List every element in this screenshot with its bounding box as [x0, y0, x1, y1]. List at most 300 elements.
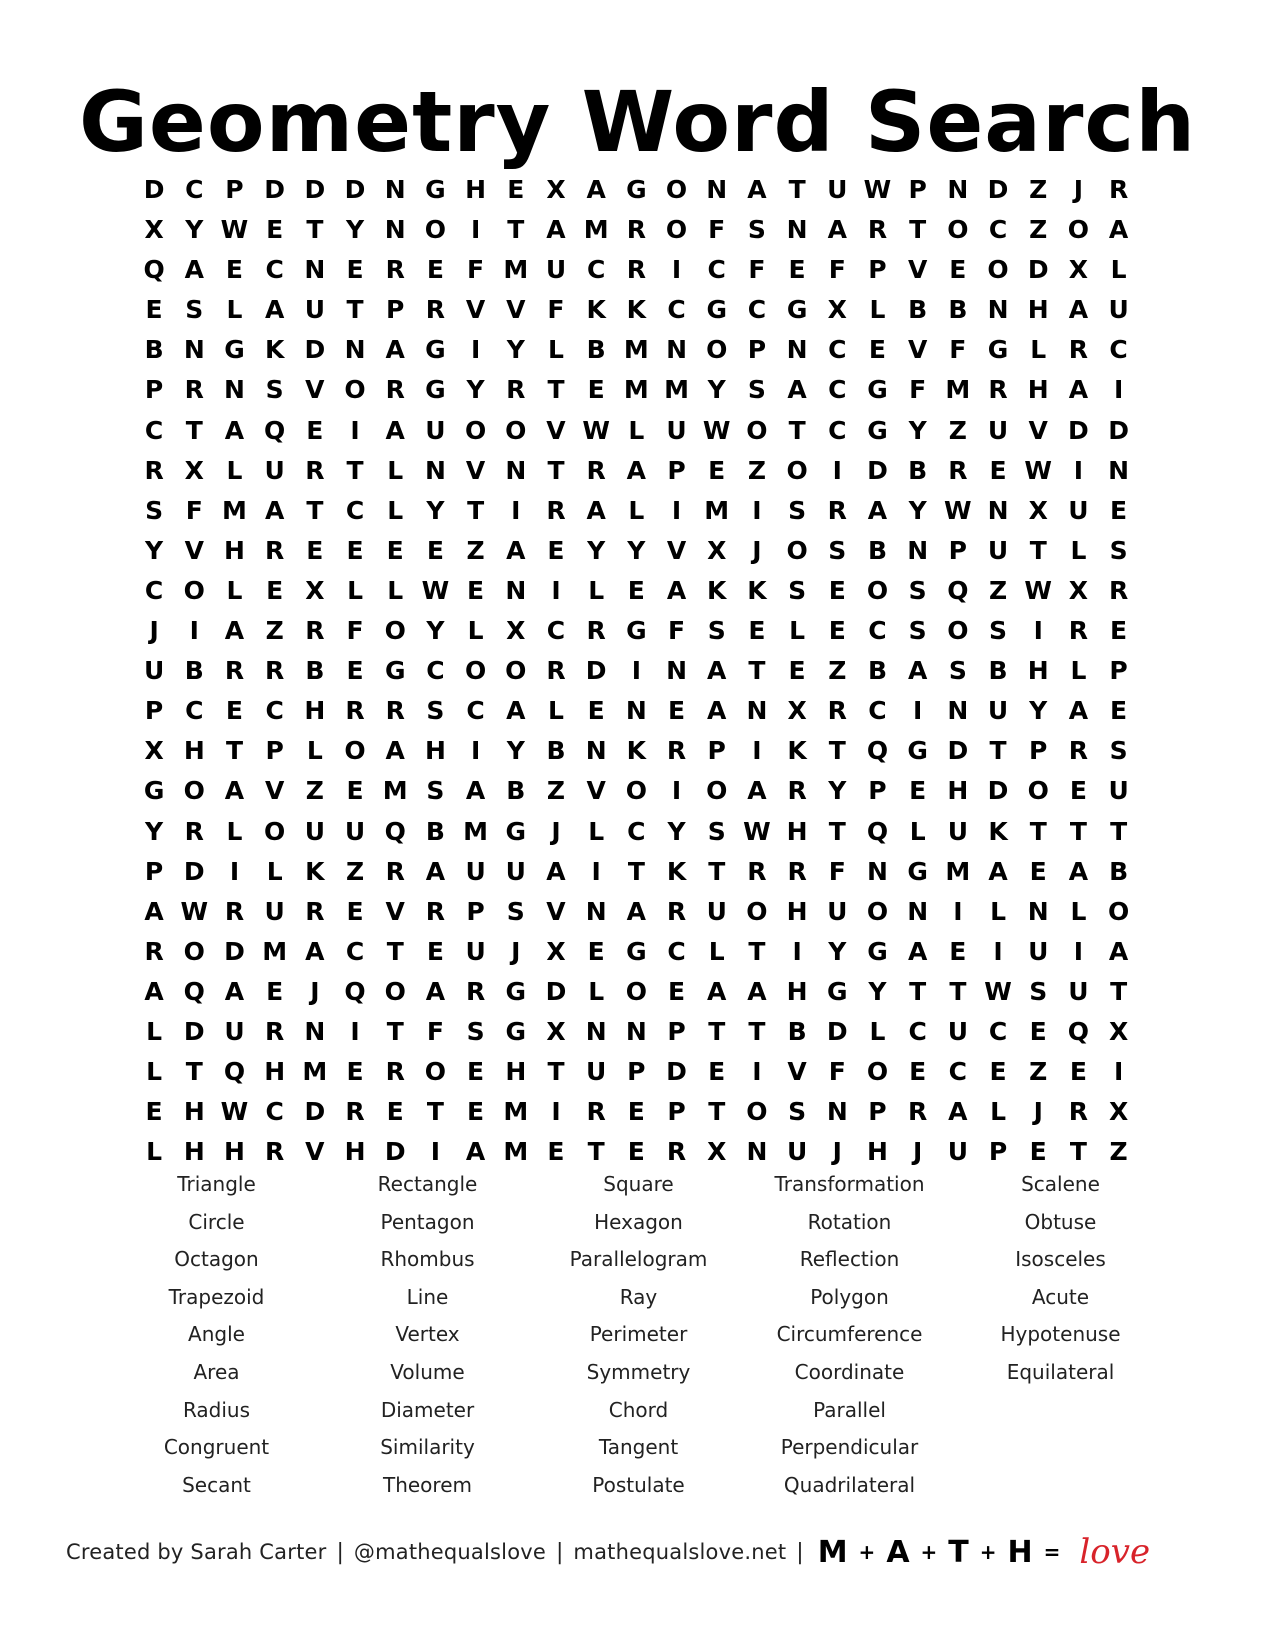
grid-letter: L	[226, 816, 243, 846]
brand-love-script: love	[1079, 1532, 1151, 1572]
grid-letter: Q	[866, 816, 889, 846]
grid-letter: Q	[344, 976, 366, 1006]
grid-letter: P	[386, 295, 405, 325]
grid-letter: A	[867, 495, 888, 525]
grid-letter: L	[226, 575, 243, 605]
word-list-item: Circle	[188, 1209, 245, 1234]
grid-letter: D	[1068, 415, 1089, 445]
grid-letter: A	[546, 215, 566, 245]
brand-plus: +	[979, 1540, 997, 1564]
grid-letter: G	[827, 976, 848, 1006]
grid-letter: N	[666, 656, 687, 686]
grid-letter: I	[350, 415, 360, 445]
grid-letter: P	[707, 736, 726, 766]
grid-letter: P	[225, 175, 244, 204]
grid-letter: F	[346, 616, 364, 646]
grid-letter: U	[786, 1137, 808, 1167]
grid-letter: S	[426, 776, 445, 806]
grid-letter: E	[1069, 1057, 1087, 1087]
grid-letter: U	[1028, 936, 1049, 966]
grid-letter: N	[424, 455, 446, 485]
grid-letter: E	[828, 575, 846, 605]
grid-letter: K	[305, 856, 325, 886]
grid-letter: I	[1113, 375, 1124, 405]
grid-letter: T	[1029, 535, 1047, 565]
grid-letter: L	[1070, 656, 1087, 686]
grid-letter: P	[144, 696, 164, 726]
grid-letter: B	[908, 295, 928, 325]
grid-letter: Z	[828, 656, 847, 686]
word-list-item: Reflection	[799, 1247, 900, 1272]
grid-letter: L	[628, 415, 645, 445]
grid-letter: X	[546, 1016, 566, 1046]
grid-letter: A	[948, 1097, 968, 1127]
grid-letter: R	[1108, 575, 1129, 605]
grid-letter: C	[1109, 335, 1128, 365]
footer-handle: @mathequalslove	[353, 1540, 546, 1564]
grid-letter: R	[425, 295, 446, 325]
grid-letter: L	[869, 295, 886, 325]
grid-letter: A	[224, 776, 245, 806]
grid-letter: K	[586, 295, 606, 325]
grid-letter: R	[666, 736, 687, 766]
grid-letter: M	[945, 375, 971, 405]
grid-letter: R	[345, 696, 365, 726]
grid-letter: R	[787, 856, 807, 886]
grid-letter: E	[145, 1097, 163, 1127]
grid-letter: B	[908, 455, 928, 485]
grid-letter: P	[144, 375, 164, 405]
grid-letter: E	[346, 255, 364, 285]
grid-letter: N	[505, 455, 527, 485]
grid-letter: D	[264, 175, 286, 204]
grid-letter: W	[863, 175, 892, 204]
grid-letter: T	[426, 1097, 444, 1127]
grid-letter: I	[671, 255, 682, 285]
grid-letter: L	[869, 1016, 886, 1046]
grid-letter: E	[989, 1057, 1007, 1087]
grid-letter: E	[266, 575, 284, 605]
grid-letter: P	[948, 535, 967, 565]
grid-letter: E	[426, 535, 444, 565]
grid-letter: A	[224, 616, 245, 646]
grid-letter: I	[832, 455, 842, 485]
grid-letter: U	[304, 295, 325, 325]
grid-letter: E	[346, 656, 364, 686]
grid-letter: Z	[466, 535, 485, 565]
grid-letter: M	[463, 816, 489, 846]
grid-letter: Y	[506, 335, 525, 365]
grid-letter: G	[867, 936, 888, 966]
grid-letter: E	[547, 1137, 565, 1167]
grid-letter: T	[1029, 816, 1047, 846]
grid-letter: G	[505, 1016, 527, 1046]
grid-letter: B	[425, 816, 445, 846]
grid-letter: G	[224, 335, 245, 365]
grid-letter: R	[144, 455, 164, 485]
grid-letter: O	[505, 415, 527, 445]
word-list-item: Parallelogram	[569, 1247, 708, 1272]
grid-letter: X	[707, 1137, 727, 1167]
grid-letter: S	[185, 295, 204, 325]
word-list-item: Volume	[390, 1359, 465, 1384]
grid-letter: R	[747, 856, 767, 886]
grid-letter: T	[507, 215, 525, 245]
grid-letter: R	[827, 696, 847, 726]
grid-letter: E	[708, 1057, 726, 1087]
grid-letter: A	[1068, 856, 1089, 886]
grid-letter: A	[506, 696, 526, 726]
grid-letter: I	[551, 1097, 561, 1127]
grid-letter: I	[792, 936, 802, 966]
grid-letter: L	[1030, 335, 1047, 365]
grid-letter: Y	[466, 375, 485, 405]
grid-letter: M	[945, 856, 971, 886]
grid-letter: S	[747, 375, 766, 405]
grid-letter: U	[987, 415, 1009, 445]
grid-letter: R	[345, 1097, 365, 1127]
grid-letter: I	[1033, 616, 1043, 646]
brand-letter: M	[817, 1534, 848, 1570]
grid-letter: G	[505, 816, 527, 846]
grid-letter: C	[426, 656, 445, 686]
grid-letter: W	[743, 816, 771, 846]
grid-letter: R	[908, 1097, 928, 1127]
grid-letter: T	[748, 936, 766, 966]
grid-letter: S	[265, 375, 284, 405]
grid-letter: H	[344, 1137, 366, 1167]
grid-letter: O	[264, 816, 286, 846]
grid-letter: D	[384, 1137, 406, 1167]
grid-letter: O	[183, 776, 205, 806]
grid-letter: E	[667, 976, 686, 1006]
word-list-item: Circumference	[776, 1322, 923, 1347]
grid-letter: O	[1107, 896, 1130, 926]
grid-letter: I	[470, 736, 481, 766]
grid-letter: G	[505, 976, 527, 1006]
grid-letter: Q	[1067, 1016, 1090, 1046]
grid-letter: U	[827, 175, 848, 204]
grid-letter: E	[949, 255, 967, 285]
grid-letter: S	[1109, 736, 1128, 766]
grid-letter: S	[466, 1016, 485, 1046]
grid-letter: E	[225, 255, 243, 285]
grid-letter: R	[787, 776, 807, 806]
grid-letter: N	[304, 255, 326, 285]
grid-letter: W	[220, 215, 249, 245]
grid-letter: D	[545, 976, 567, 1006]
grid-letter: Y	[345, 215, 365, 245]
grid-letter: B	[867, 535, 887, 565]
word-list-item: Ray	[619, 1284, 658, 1309]
grid-letter: A	[586, 495, 606, 525]
grid-letter: M	[262, 936, 288, 966]
grid-letter: A	[707, 656, 727, 686]
brand-logo	[818, 1532, 1150, 1572]
grid-letter: H	[183, 1137, 205, 1167]
grid-letter: F	[828, 856, 846, 886]
grid-letter: F	[828, 255, 846, 285]
grid-letter: W	[944, 495, 972, 525]
grid-letter: E	[868, 335, 886, 365]
word-list-item: Pentagon	[380, 1209, 475, 1234]
grid-letter: X	[1028, 495, 1048, 525]
word-list-item: Rotation	[807, 1209, 892, 1234]
grid-letter: A	[666, 575, 687, 605]
grid-letter: H	[947, 776, 969, 806]
grid-letter: V	[666, 535, 687, 565]
grid-letter: L	[266, 856, 283, 886]
grid-letter: T	[748, 656, 766, 686]
grid-letter: L	[467, 616, 484, 646]
grid-letter: R	[546, 495, 566, 525]
grid-letter: X	[506, 616, 526, 646]
grid-letter: S	[989, 616, 1008, 646]
grid-letter: I	[470, 215, 481, 245]
grid-letter: X	[546, 175, 566, 204]
grid-letter: E	[426, 255, 444, 285]
grid-letter: E	[949, 936, 967, 966]
grid-letter: L	[990, 1097, 1006, 1127]
word-list-item: Obtuse	[1024, 1209, 1097, 1234]
grid-letter: O	[183, 575, 205, 605]
grid-letter: E	[386, 535, 404, 565]
grid-letter: U	[1068, 976, 1089, 1006]
brand-letter: T	[948, 1534, 969, 1570]
grid-letter: K	[264, 335, 285, 365]
grid-letter: R	[867, 215, 888, 245]
grid-letter: R	[265, 535, 285, 565]
grid-letter: L	[387, 495, 404, 525]
grid-letter: N	[304, 1016, 326, 1046]
grid-letter: Y	[868, 976, 887, 1006]
grid-letter: B	[867, 656, 887, 686]
grid-letter: C	[627, 816, 646, 846]
word-list-item: Perimeter	[589, 1322, 688, 1347]
grid-letter: O	[384, 976, 406, 1006]
grid-letter: F	[949, 335, 967, 365]
grid-letter: N	[947, 696, 969, 726]
grid-letter: D	[224, 936, 245, 966]
grid-letter: T	[306, 495, 324, 525]
grid-letter: R	[385, 375, 405, 405]
grid-letter: R	[385, 856, 405, 886]
grid-letter: S	[1029, 976, 1048, 1006]
grid-letter: I	[1073, 455, 1084, 485]
grid-letter: R	[144, 936, 164, 966]
grid-letter: S	[707, 616, 726, 646]
grid-letter: O	[384, 616, 406, 646]
grid-letter: E	[1069, 776, 1087, 806]
brand-letter: A	[886, 1534, 910, 1570]
grid-letter: E	[306, 535, 324, 565]
grid-letter: T	[386, 1016, 404, 1046]
word-list-item: Theorem	[382, 1472, 472, 1497]
grid-letter: O	[866, 575, 889, 605]
grid-letter: J	[1073, 175, 1084, 204]
grid-letter: A	[1068, 295, 1089, 325]
word-list-item: Congruent	[163, 1435, 270, 1460]
grid-letter: O	[866, 896, 889, 926]
grid-letter: G	[626, 936, 647, 966]
word-list-item: Isosceles	[1015, 1247, 1106, 1272]
grid-letter: V	[305, 375, 325, 405]
grid-letter: N	[826, 1097, 848, 1127]
grid-letter: J	[149, 616, 159, 646]
grid-letter: H	[183, 736, 205, 766]
grid-letter: T	[828, 816, 846, 846]
grid-letter: S	[948, 656, 967, 686]
grid-letter: L	[306, 736, 323, 766]
grid-letter: N	[585, 896, 607, 926]
grid-letter: V	[184, 535, 204, 565]
grid-letter: U	[947, 1016, 968, 1046]
grid-letter: U	[706, 896, 727, 926]
grid-letter: C	[185, 696, 204, 726]
grid-letter: G	[425, 375, 446, 405]
grid-letter: A	[1108, 936, 1129, 966]
word-list-item: Scalene	[1021, 1172, 1100, 1196]
grid-letter: O	[866, 1057, 889, 1087]
grid-letter: N	[746, 1137, 768, 1167]
grid-letter: O	[1027, 776, 1049, 806]
grid-letter: Q	[183, 976, 205, 1006]
grid-letter: P	[144, 856, 164, 886]
grid-letter: E	[587, 696, 605, 726]
grid-letter: E	[507, 175, 525, 204]
grid-letter: V	[465, 295, 486, 325]
grid-letter: C	[586, 255, 606, 285]
grid-letter: B	[1109, 856, 1129, 886]
grid-letter: X	[1108, 1016, 1129, 1046]
grid-letter: R	[1108, 175, 1129, 204]
word-list-item: Rectangle	[377, 1172, 478, 1196]
grid-letter: T	[708, 856, 726, 886]
grid-letter: U	[827, 896, 848, 926]
grid-letter: R	[385, 255, 405, 285]
grid-letter: M	[583, 215, 609, 245]
grid-letter: A	[1068, 375, 1089, 405]
grid-letter: R	[1068, 335, 1089, 365]
grid-letter: B	[144, 335, 164, 365]
grid-letter: E	[346, 896, 364, 926]
grid-letter: L	[789, 616, 806, 646]
grid-letter: L	[347, 575, 363, 605]
grid-letter: T	[708, 1016, 726, 1046]
grid-letter: I	[1113, 1057, 1124, 1087]
word-list-item: Polygon	[810, 1284, 889, 1309]
grid-letter: J	[511, 936, 521, 966]
grid-letter: N	[625, 696, 647, 726]
grid-letter: T	[547, 455, 565, 485]
grid-letter: U	[947, 1137, 968, 1167]
grid-letter: Q	[143, 255, 165, 285]
grid-letter: P	[265, 736, 284, 766]
grid-letter: F	[909, 375, 927, 405]
grid-letter: T	[828, 736, 846, 766]
word-list-item: Equilateral	[1006, 1359, 1115, 1384]
grid-letter: A	[184, 255, 204, 285]
grid-letter: X	[305, 575, 325, 605]
grid-letter: J	[1033, 1097, 1043, 1127]
grid-letter: T	[788, 175, 806, 204]
grid-letter: B	[586, 335, 606, 365]
grid-letter: W	[421, 575, 450, 605]
grid-letter: W	[984, 976, 1012, 1006]
grid-letter: L	[1070, 535, 1087, 565]
grid-letter: E	[627, 575, 645, 605]
grid-letter: R	[586, 455, 606, 485]
word-list-item: Vertex	[395, 1322, 460, 1347]
grid-letter: E	[627, 1097, 645, 1127]
grid-letter: R	[626, 215, 646, 245]
grid-letter: K	[626, 736, 647, 766]
grid-letter: X	[184, 455, 204, 485]
word-list-item: Postulate	[592, 1472, 685, 1497]
grid-letter: O	[665, 175, 688, 204]
grid-letter: O	[344, 375, 366, 405]
grid-letter: O	[1067, 215, 1090, 245]
word-list-item: Angle	[188, 1322, 245, 1347]
grid-letter: D	[143, 175, 165, 204]
grid-letter: E	[1029, 1016, 1047, 1046]
grid-letter: V	[907, 335, 928, 365]
grid-letter: N	[505, 575, 527, 605]
grid-letter: G	[425, 335, 446, 365]
grid-letter: U	[545, 255, 567, 285]
grid-letter: R	[224, 896, 245, 926]
grid-letter: E	[1110, 616, 1128, 646]
footer-separator: |	[336, 1539, 344, 1565]
grid-letter: F	[547, 295, 565, 325]
grid-letter: C	[667, 936, 686, 966]
grid-letter: C	[988, 215, 1008, 245]
grid-letter: A	[425, 976, 446, 1006]
grid-letter: O	[786, 535, 808, 565]
grid-letter: Y	[1029, 696, 1048, 726]
grid-letter: U	[586, 1057, 607, 1087]
grid-letter: L	[387, 575, 404, 605]
grid-letter: P	[667, 1097, 686, 1127]
grid-letter: O	[665, 215, 688, 245]
grid-letter: L	[1110, 255, 1127, 285]
grid-letter: U	[425, 415, 446, 445]
grid-letter: M	[664, 375, 689, 405]
grid-letter: Z	[988, 575, 1008, 605]
grid-letter: R	[586, 1097, 606, 1127]
grid-letter: C	[265, 1097, 284, 1127]
grid-letter: F	[828, 1057, 846, 1087]
grid-letter: E	[547, 535, 565, 565]
grid-letter: P	[988, 1137, 1008, 1167]
grid-letter: X	[707, 535, 727, 565]
grid-letter: I	[913, 696, 923, 726]
grid-letter: N	[867, 856, 888, 886]
grid-letter: Y	[828, 936, 847, 966]
grid-letter: E	[1110, 495, 1128, 525]
grid-letter: C	[265, 255, 284, 285]
grid-letter: G	[425, 175, 446, 204]
grid-letter: S	[426, 696, 445, 726]
grid-letter: A	[385, 335, 405, 365]
grid-letter: H	[1027, 656, 1049, 686]
grid-letter: B	[506, 776, 526, 806]
grid-letter: I	[752, 495, 762, 525]
grid-letter: Y	[587, 535, 606, 565]
grid-letter: O	[947, 616, 969, 646]
footer	[66, 1530, 1150, 1574]
grid-letter: E	[386, 1097, 404, 1127]
